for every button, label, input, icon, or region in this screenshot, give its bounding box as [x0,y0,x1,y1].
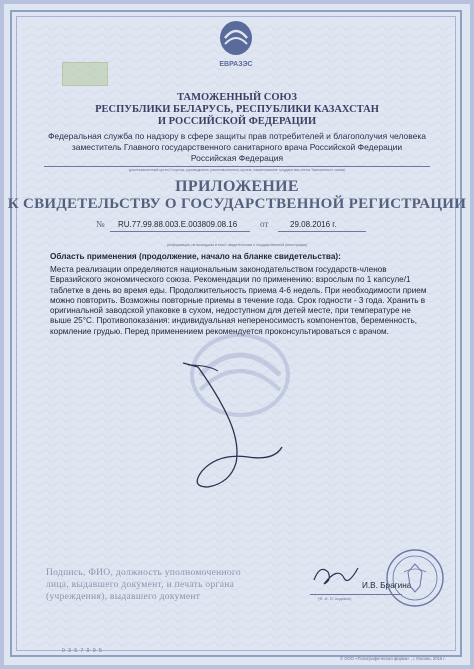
handwritten-signature [178,355,288,495]
authority-line-1: Федеральная служба по надзору в сфере защиты прав потребителей и благополучия человека [47,131,427,141]
official-seal [384,542,446,614]
authority-caption: (уполномоченный орган Стороны, руководитель уполномоченного органа, наименование государства-члена Таможенного союза) [128,168,346,172]
title-appendix: ПРИЛОЖЕНИЕ [175,178,299,195]
scope-line: Евразийского экономического союза. Рекомендации по применению: взрослым по 1 капсуле/1 [50,275,411,285]
scope-line: выше 25°С. Противопоказания: индивидуальная непереносимость компонентов, беременность, [50,316,417,326]
number-underline [110,231,250,232]
authority-line-3: Российская Федерация [190,153,284,163]
date-underline [278,231,366,232]
signature-label-1: Подпись, ФИО, должность уполномоченного [46,568,241,578]
registration-caption: (информация, не вошедшая в текст свидетельства о государственной регистрации) [166,243,308,247]
scope-line: оригинальной заводской упаковке в сухом, недоступном для детей месте, при температуре не [50,306,411,316]
scope-line: таблетке в день во время еды. Продолжительность приема 4-6 недель. При необходимости прием [50,285,427,295]
logo-text: ЕВРАЗЭС [219,61,253,68]
authority-underline [44,166,430,167]
signer-signature [310,560,362,590]
title-certificate: К СВИДЕТЕЛЬСТВУ О ГОСУДАРСТВЕННОЙ РЕГИСТРАЦИИ [7,196,467,212]
scope-heading: Область применения (продолжение, начало на бланке свидетельства): [50,252,341,261]
printer-imprint: © ООО «Полиграфическая фирма» , г. Москва, 2016 г. [340,656,446,661]
registration-number: RU.77.99.88.003.E.003809.08.16 [118,220,238,229]
scope-text [50,265,430,337]
evrazes-logo [203,16,269,72]
blank-serial-number: 0 3 5 7 9 9 5 [62,648,103,654]
signer-caption: (Ф. И. О. подпись) [318,596,352,601]
number-label: № [96,219,105,229]
date-label: от [260,219,269,229]
scope-line: Места реализации определяются национальным законодательством государств-членов [50,265,387,274]
header-union: ТАМОЖЕННЫЙ СОЮЗ [177,92,297,103]
scope-line: можно повторить. Возможны повторные приемы в течение года. Срок годности - 3 года. Хранить в [50,295,426,305]
signature-label-3: (учреждения), выдавшего документ [46,592,201,602]
signer-name: И.В. Брагина [362,581,412,590]
registration-date: 29.08.2016 г. [290,220,337,229]
signature-label-2: лица, выдавшего документ, и печать органа [46,580,235,590]
header-republics: РЕСПУБЛИКИ БЕЛАРУСЬ, РЕСПУБЛИКИ КАЗАХСТАН [95,104,379,115]
authority-line-2: заместитель Главного государственного санитарного врача Российской Федерации [71,142,403,152]
hologram-sticker [62,62,108,86]
header-russia: И РОССИЙСКОЙ ФЕДЕРАЦИИ [157,116,317,127]
scope-line: кормление грудью. Перед применением рекомендуется проконсультироваться с врачом. [50,326,389,336]
